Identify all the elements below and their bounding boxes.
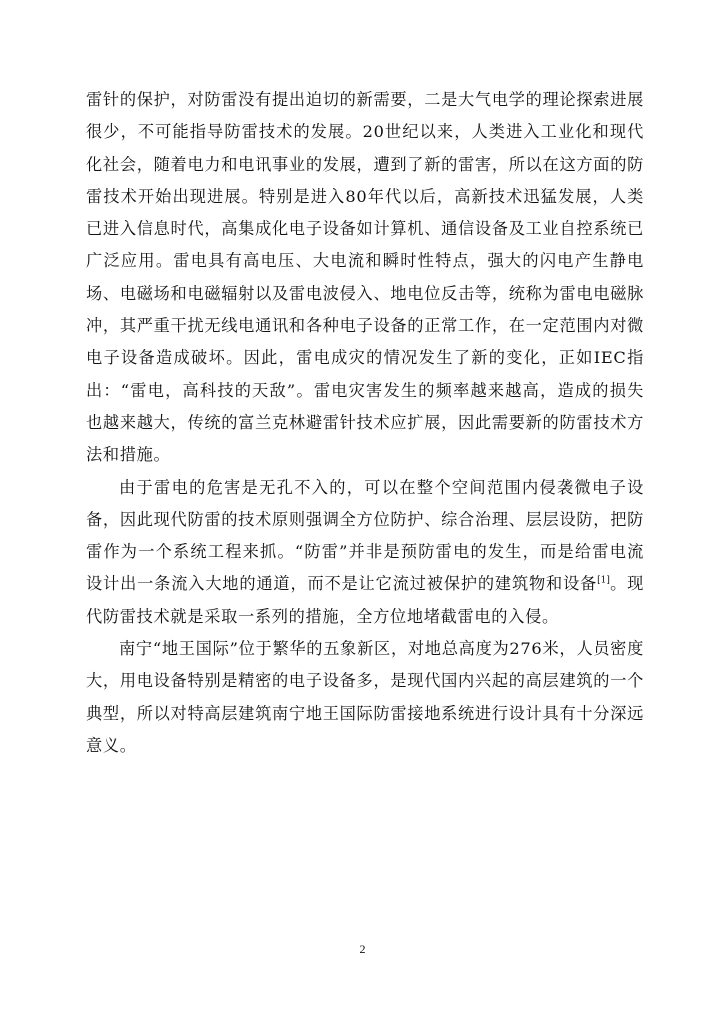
paragraph-2 [86,472,644,633]
paragraph-3: 南宁“地王国际”位于繁华的五象新区，对地总高度为276米，人员密度大，用电设备特别是精密的电子设备多，是现代国内兴起的高层建筑的一个典型，所以对特高层建筑南宁地王国际防雷接地系统进行设计具有十分深远意义。 [86,639,644,755]
paragraph-2-text-after: 。现代防雷技术就是采取一系列的措施，全方位地堵截雷电的入侵。 [86,574,644,626]
citation-marker: [1] [597,576,610,587]
paragraph-1: 雷针的保护，对防雷没有提出迫切的新需要，二是大气电学的理论探索进展很少，不可能指导防雷技术的发展。20世纪以来，人类进入工业化和现代化社会，随着电力和电讯事业的发展，遭到了新的雷害，所以在这方面的防雷技术开始出现进展。特别是进入80年代以后，高新技术迅猛发展，人类已进入信息时代，高集成化电子设备如计算机、通信设备及工业自控系统已广泛应用。雷电具有高电压、大电流和瞬时性特点，强大的闪电产生静电场、电磁场和电磁辐射以及雷电波侵入、地电位反击等，统称为雷电电磁脉冲，其严重干扰无线电通讯和各种电子设备的正常工作，在一定范围内对微电子设备造成破坏。因此，雷电成灾的情况发生了新的变化，正如IEC指出：“雷电，高科技的天敌”。雷电灾害发生的频率越来越高，造成的损失也越来越大，传统的富兰克林避雷针技术应扩展，因此需要新的防雷技术方法和措施。 [86,90,644,465]
page-number: 2 [359,942,366,956]
body-text [86,84,644,762]
paragraph-2-text-before: 由于雷电的危害是无孔不入的，可以在整个空间范围内侵袭微电子设备，因此现代防雷的技术原则强调全方位防护、综合治理、层层设防，把防雷作为一个系统工程来抓。“防雷”并非是预防雷电的发生，而是给雷电流设计出一条流入大地的通道，而不是让它流过被保护的建筑物和设备 [86,477,644,594]
